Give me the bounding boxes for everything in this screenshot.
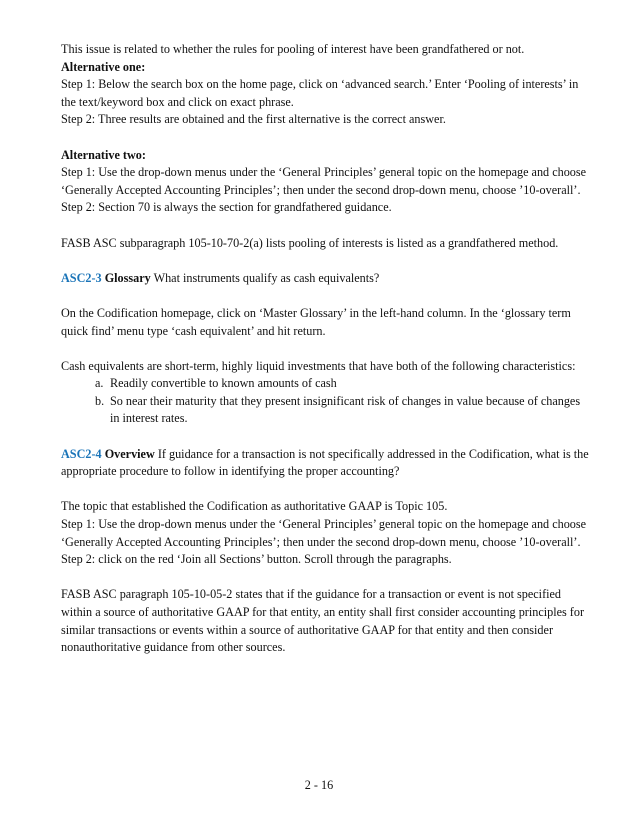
asc2-4-question-text: If guidance for a transaction is not specifically addressed in the Codification, what is the appropriate procedure to follow in identifying the proper accounting? bbox=[61, 446, 589, 479]
alternative-one-step-1: Step 1: Below the search box on the home page, click on ‘advanced search.’ Enter ‘Pooling of interests’ in the text/keyword box and click on exact phrase. bbox=[61, 77, 579, 109]
asc2-3-question-text: What instruments qualify as cash equivalents? bbox=[153, 270, 380, 285]
alternative-two-step-2: Step 2: Section 70 is always the section for grandfathered guidance. bbox=[61, 200, 392, 215]
asc2-4-label: Overview bbox=[104, 446, 155, 461]
glossary-instructions: On the Codification homepage, click on ‘Master Glossary’ in the left-hand column. In the ‘glossary term quick find’ menu type ‘cash equivalent’ and hit return. bbox=[61, 305, 571, 338]
list-item-text: Readily convertible to known amounts of cash bbox=[110, 376, 337, 391]
spacer bbox=[61, 340, 591, 358]
alternative-one-heading: Alternative one: bbox=[61, 59, 146, 74]
alternative-one-step-2: Step 2: Three results are obtained and the first alternative is the correct answer. bbox=[61, 112, 446, 127]
spacer bbox=[61, 129, 591, 147]
cash-equivalents-definition: Cash equivalents are short-term, highly liquid investments that have both of the following characteristics: bbox=[61, 358, 576, 373]
asc2-4-question bbox=[61, 446, 591, 481]
intro-paragraph: This issue is related to whether the rules for pooling of interest have been grandfathered or not. bbox=[61, 42, 525, 56]
spacer bbox=[61, 217, 591, 235]
page-number: 2 - 16 bbox=[304, 778, 334, 792]
list-marker: a. bbox=[95, 376, 104, 391]
overview-step-1: Step 1: Use the drop-down menus under the ‘General Principles’ general topic on the homepage and choose ‘Generally Accepted Accounting Principles’; then under the second drop-down menu, choose ’10-overall’. bbox=[61, 517, 587, 549]
spacer bbox=[61, 428, 591, 446]
asc2-3-code: ASC2-3 bbox=[61, 270, 102, 285]
asc2-3-question bbox=[61, 270, 591, 288]
asc2-3-label: Glossary bbox=[104, 270, 151, 285]
list-item bbox=[95, 375, 591, 393]
topic-105-paragraph: The topic that established the Codification as authoritative GAAP is Topic 105. bbox=[61, 499, 448, 514]
fasb-grandfathered-paragraph: FASB ASC subparagraph 105-10-70-2(a) lists pooling of interests is listed as a grandfathered method. bbox=[61, 235, 559, 250]
spacer bbox=[61, 287, 591, 305]
fasb-guidance-paragraph: FASB ASC paragraph 105-10-05-2 states that if the guidance for a transaction or event is not specified within a source of authoritative GAAP for that entity, an entity shall first consider accounting principles for similar transactions or events within a source of authoritative GAAP for that entity and then consider nonauthoritative guidance from other sources. bbox=[61, 587, 585, 655]
spacer bbox=[61, 569, 591, 587]
alternative-two-step-1: Step 1: Use the drop-down menus under the ‘General Principles’ general topic on the homepage and choose ‘Generally Accepted Accounting Principles’; then under the second drop-down menu, choose ’10-overall’. bbox=[61, 165, 587, 197]
cash-equivalents-list bbox=[61, 375, 591, 428]
list-item bbox=[95, 393, 591, 428]
page-content bbox=[61, 41, 591, 657]
asc2-4-code: ASC2-4 bbox=[61, 446, 102, 461]
list-item-text: So near their maturity that they present insignificant risk of changes in value because of changes in interest rates. bbox=[110, 393, 581, 426]
spacer bbox=[61, 252, 591, 270]
overview-step-2: Step 2: click on the red ‘Join all Sections’ button. Scroll through the paragraphs. bbox=[61, 552, 452, 567]
alternative-two-heading: Alternative two: bbox=[61, 147, 146, 162]
spacer bbox=[61, 481, 591, 499]
list-marker: b. bbox=[95, 393, 105, 408]
